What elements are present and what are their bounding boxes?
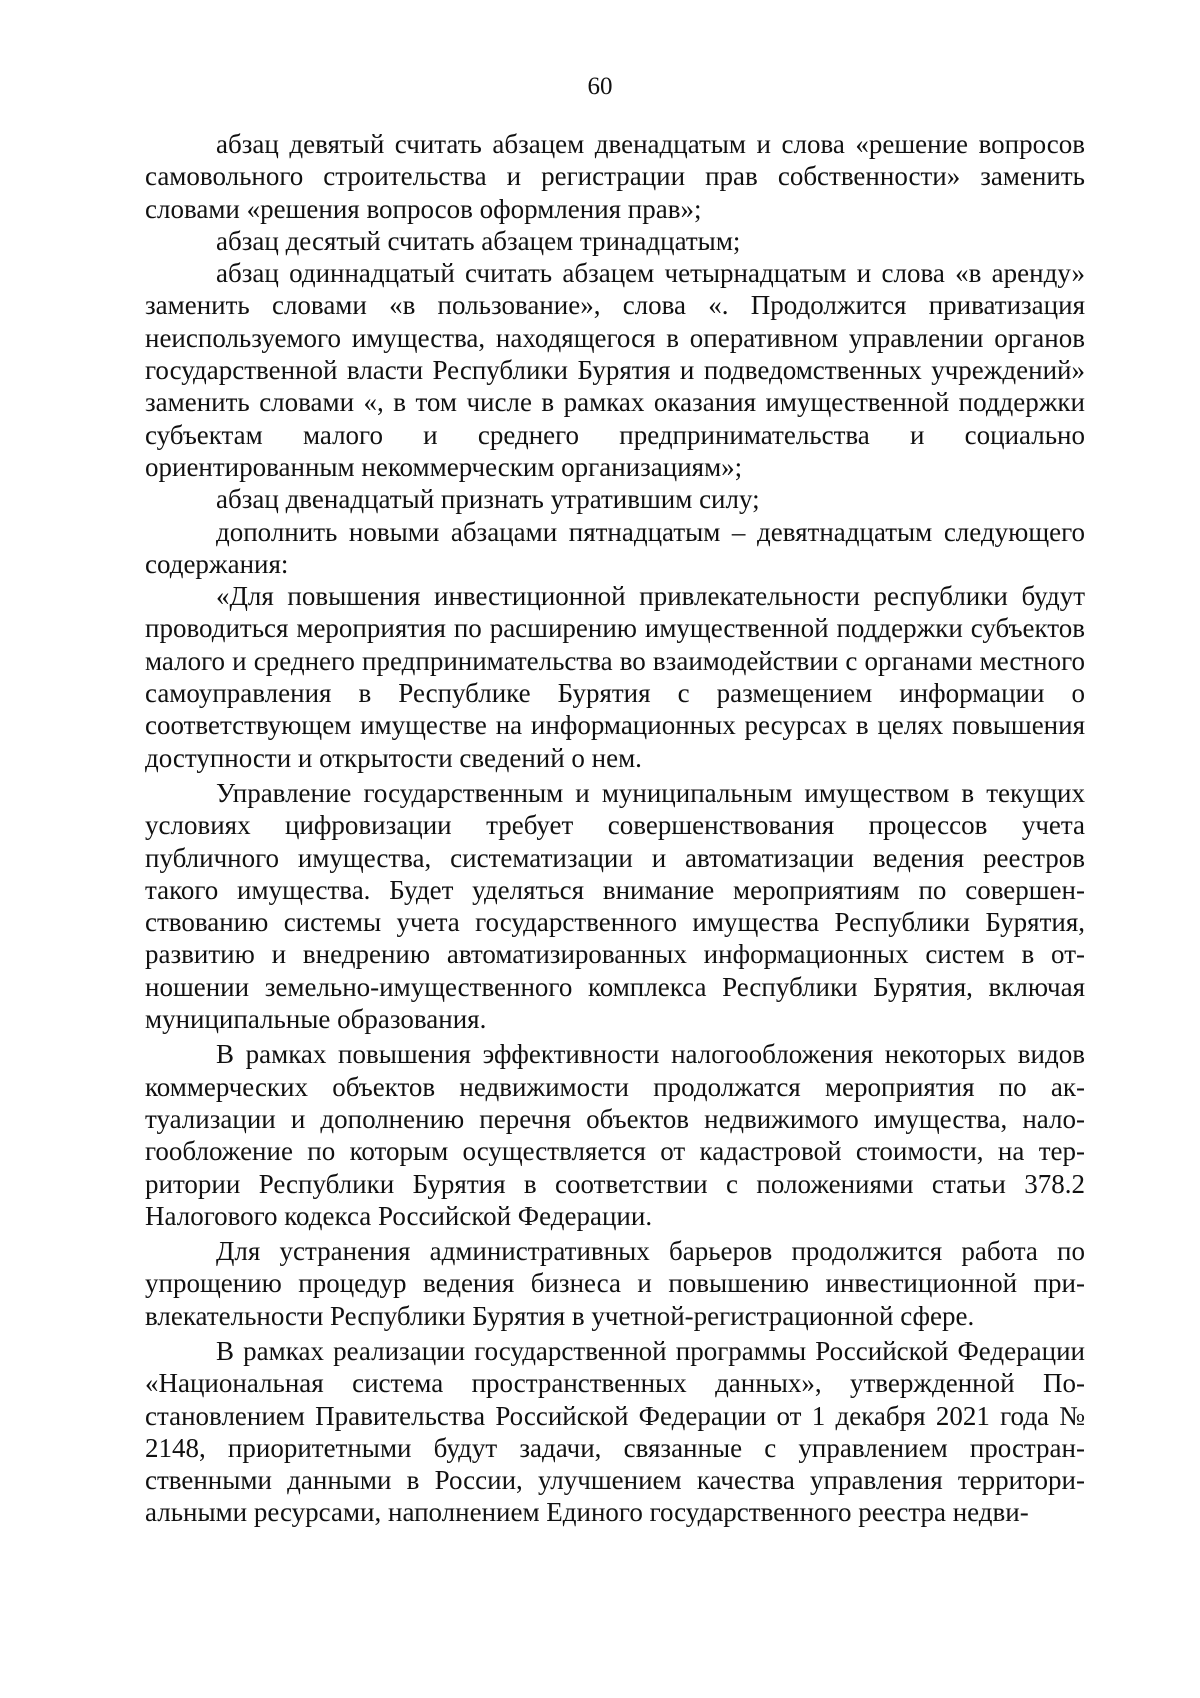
paragraph-4: абзац двенадцатый признать утратившим силу; (216, 484, 760, 515)
paragraph-5: дополнить новыми абзацами пятнадцатым – девятнадцатым следующего содержания: (145, 516, 1085, 579)
paragraph-10: В рамках реализации государственной программы Российской Федерации «Национальная система пространственных данных», утвержденной Постановлением Правительства Российской Федерации от 1 декабря 2021 года № 2148, приоритетными будут задачи, связанные с управлением пространственными данными в России, улучшением качества управления территориальными ресурсами, наполнением Единого государственного реестра недви- (145, 1335, 1085, 1528)
document-body (145, 128, 1085, 1529)
paragraph-8: В рамках повышения эффективности налогообложения некоторых видов коммерческих объектов недвижимости продолжатся мероприятия по актуализации и дополнению перечня объектов недвижимого имущества, налогообложение по которым осуществляется от кадастровой стоимости, на территории Республики Бурятия в соответствии с положениями статьи 378.2 Налогового кодекса Российской Федерации. (145, 1039, 1085, 1231)
paragraph-6: «Для повышения инвестиционной привлекательности республики будут проводиться мероприятия по расширению имущественной поддержки субъектов малого и среднего предпринимательства во взаимодействии с органами местного самоуправления в Республике Бурятия с размещением информации о соответствующем имуществе на информационных ресурсах в целях повышения доступности и открытости сведений о нем. (145, 581, 1085, 773)
paragraph-3: абзац одиннадцатый считать абзацем четырнадцатым и слова «в аренду» заменить словами «в пользование», слова «. Продолжится приватизация неиспользуемого имущества, находящегося в оперативном управлении органов государственной власти Республики Бурятия и подведомственных учреждений» заменить словами «, в том числе в рамках оказания имущественной поддержки субъектам малого и среднего предпринимательства и социально ориентированным некоммерческим организациям»; (145, 258, 1085, 482)
paragraph-7: Управление государственным и муниципальным имуществом в текущих условиях цифровизации требует совершенствования процессов учета публичного имущества, систематизации и автоматизации ведения реестров такого имущества. Будет уделяться внимание мероприятиям по совершенствованию системы учета государственного имущества Республики Бурятия, развитию и внедрению автоматизированных информационных систем в отношении земельно-имущественного комплекса Республики Бурятия, включая муниципальные образования. (145, 777, 1085, 1035)
paragraph-2: абзац десятый считать абзацем тринадцатым; (216, 225, 741, 256)
page-number: 60 (587, 73, 613, 100)
paragraph-9: Для устранения административных барьеров продолжится работа по упрощению процедур ведения бизнеса и повышению инвестиционной привлекательности Республики Бурятия в учетной-регистрационной сфере. (145, 1236, 1085, 1331)
paragraph-1: абзац девятый считать абзацем двенадцатым и слова «решение вопросов самовольного строительства и регистрации прав собственности» заменить словами «решения вопросов оформления прав»; (145, 129, 1085, 224)
